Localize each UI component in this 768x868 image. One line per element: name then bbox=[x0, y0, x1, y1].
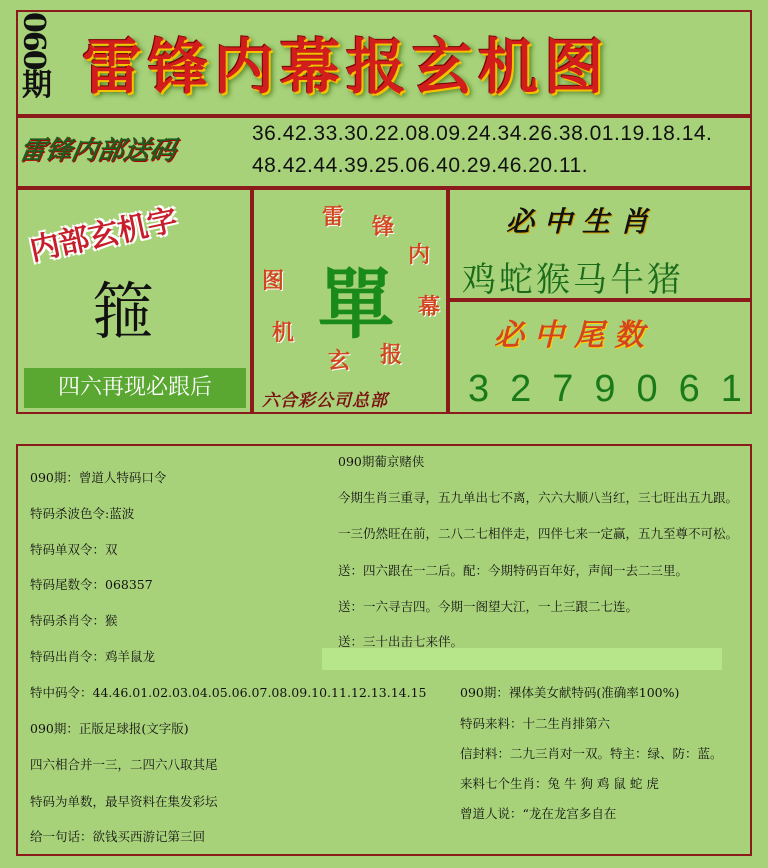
ring-char: 玄 bbox=[328, 348, 351, 374]
ring-char: 幕 bbox=[418, 294, 441, 320]
right-line: 特码来料：十二生肖排第六 bbox=[460, 716, 611, 731]
codes-line-2: 48.42.44.39.25.06.40.29.46.20.11. bbox=[252, 154, 589, 177]
right-line: 送：三十出击七来伴。 bbox=[338, 634, 464, 649]
center-main-char: 單 bbox=[318, 260, 394, 349]
right-line: 信封料：二九三肖对一双。特主：绿、防：蓝。 bbox=[460, 746, 723, 761]
codes-line-1: 36.42.33.30.22.08.09.24.34.26.38.01.19.18.14. bbox=[252, 122, 713, 145]
left-line: 特中码令：44.46.01.02.03.04.05.06.07.08.09.10.11.12.13.14.15 bbox=[30, 685, 427, 700]
period-suffix: 期 bbox=[22, 67, 52, 103]
page-title: 雷锋内幕报玄机图 bbox=[82, 33, 610, 103]
center-footer: 六合彩公司总部 bbox=[262, 391, 388, 411]
right-line: 090期葡京赌侠 bbox=[338, 454, 425, 469]
ring-char: 雷 bbox=[322, 204, 345, 230]
right-line: 今期生肖三重寻，五九单出七不离，六六大顺八当红，三七旺出五九跟。 bbox=[338, 490, 739, 505]
period-number: 090 bbox=[19, 14, 54, 71]
left-line: 四六相合并一三，二四六八取其尾 bbox=[30, 757, 218, 772]
left-line: 特码尾数令：068357 bbox=[30, 577, 153, 592]
right-line: 090期：裸体美女献特码(准确率100%) bbox=[460, 685, 680, 700]
right-line: 一三仍然旺在前，二八二七相伴走，四伴七来一定赢，五九至尊不可松。 bbox=[338, 526, 739, 541]
xuanji-note: 四六再现必跟后 bbox=[24, 368, 246, 408]
right-line: 来料七个生肖：兔 牛 狗 鸡 鼠 蛇 虎 bbox=[460, 776, 659, 791]
tail-digits: 3279061 bbox=[468, 368, 763, 410]
right-line: 送：一六寻吉四。今期一阁望大江，一上三跟二七连。 bbox=[338, 599, 639, 614]
zodiac-list: 鸡蛇猴马牛猪 bbox=[462, 260, 684, 300]
xuanji-label: 内部玄机字 bbox=[26, 202, 181, 269]
zodiac-label: 必中生肖 bbox=[506, 205, 659, 238]
ring-char: 报 bbox=[380, 342, 403, 368]
left-line: 特码杀波色令:蓝波 bbox=[30, 506, 135, 521]
ring-char: 锋 bbox=[372, 214, 395, 240]
left-line: 090期：正版足球报(文字版) bbox=[30, 721, 189, 736]
highlight-band bbox=[322, 648, 722, 670]
left-line: 给一句话：欲钱买西游记第三回 bbox=[30, 829, 206, 844]
right-line: 曾道人说：“龙在龙宫多自在 bbox=[460, 806, 617, 821]
left-line: 特码为单数，最早资料在集发彩坛 bbox=[30, 794, 218, 809]
right-line: 送：四六跟在一二后。配：今期特码百年好，声闻一去二三里。 bbox=[338, 563, 689, 578]
ring-char: 图 bbox=[262, 268, 285, 294]
xuanji-char: 箍 bbox=[92, 275, 155, 348]
left-line: 特码出肖令：鸡羊鼠龙 bbox=[30, 649, 156, 664]
ring-char: 内 bbox=[408, 242, 431, 268]
left-line: 090期：曾道人特码口令 bbox=[30, 470, 167, 485]
tail-label: 必中尾数 bbox=[494, 318, 654, 353]
left-line: 特码单双令：双 bbox=[30, 542, 118, 557]
ring-char: 机 bbox=[272, 320, 295, 346]
codes-label: 雷锋内部送码 bbox=[16, 136, 179, 166]
left-line: 特码杀肖令：猴 bbox=[30, 613, 118, 628]
period-indicator bbox=[19, 14, 66, 103]
